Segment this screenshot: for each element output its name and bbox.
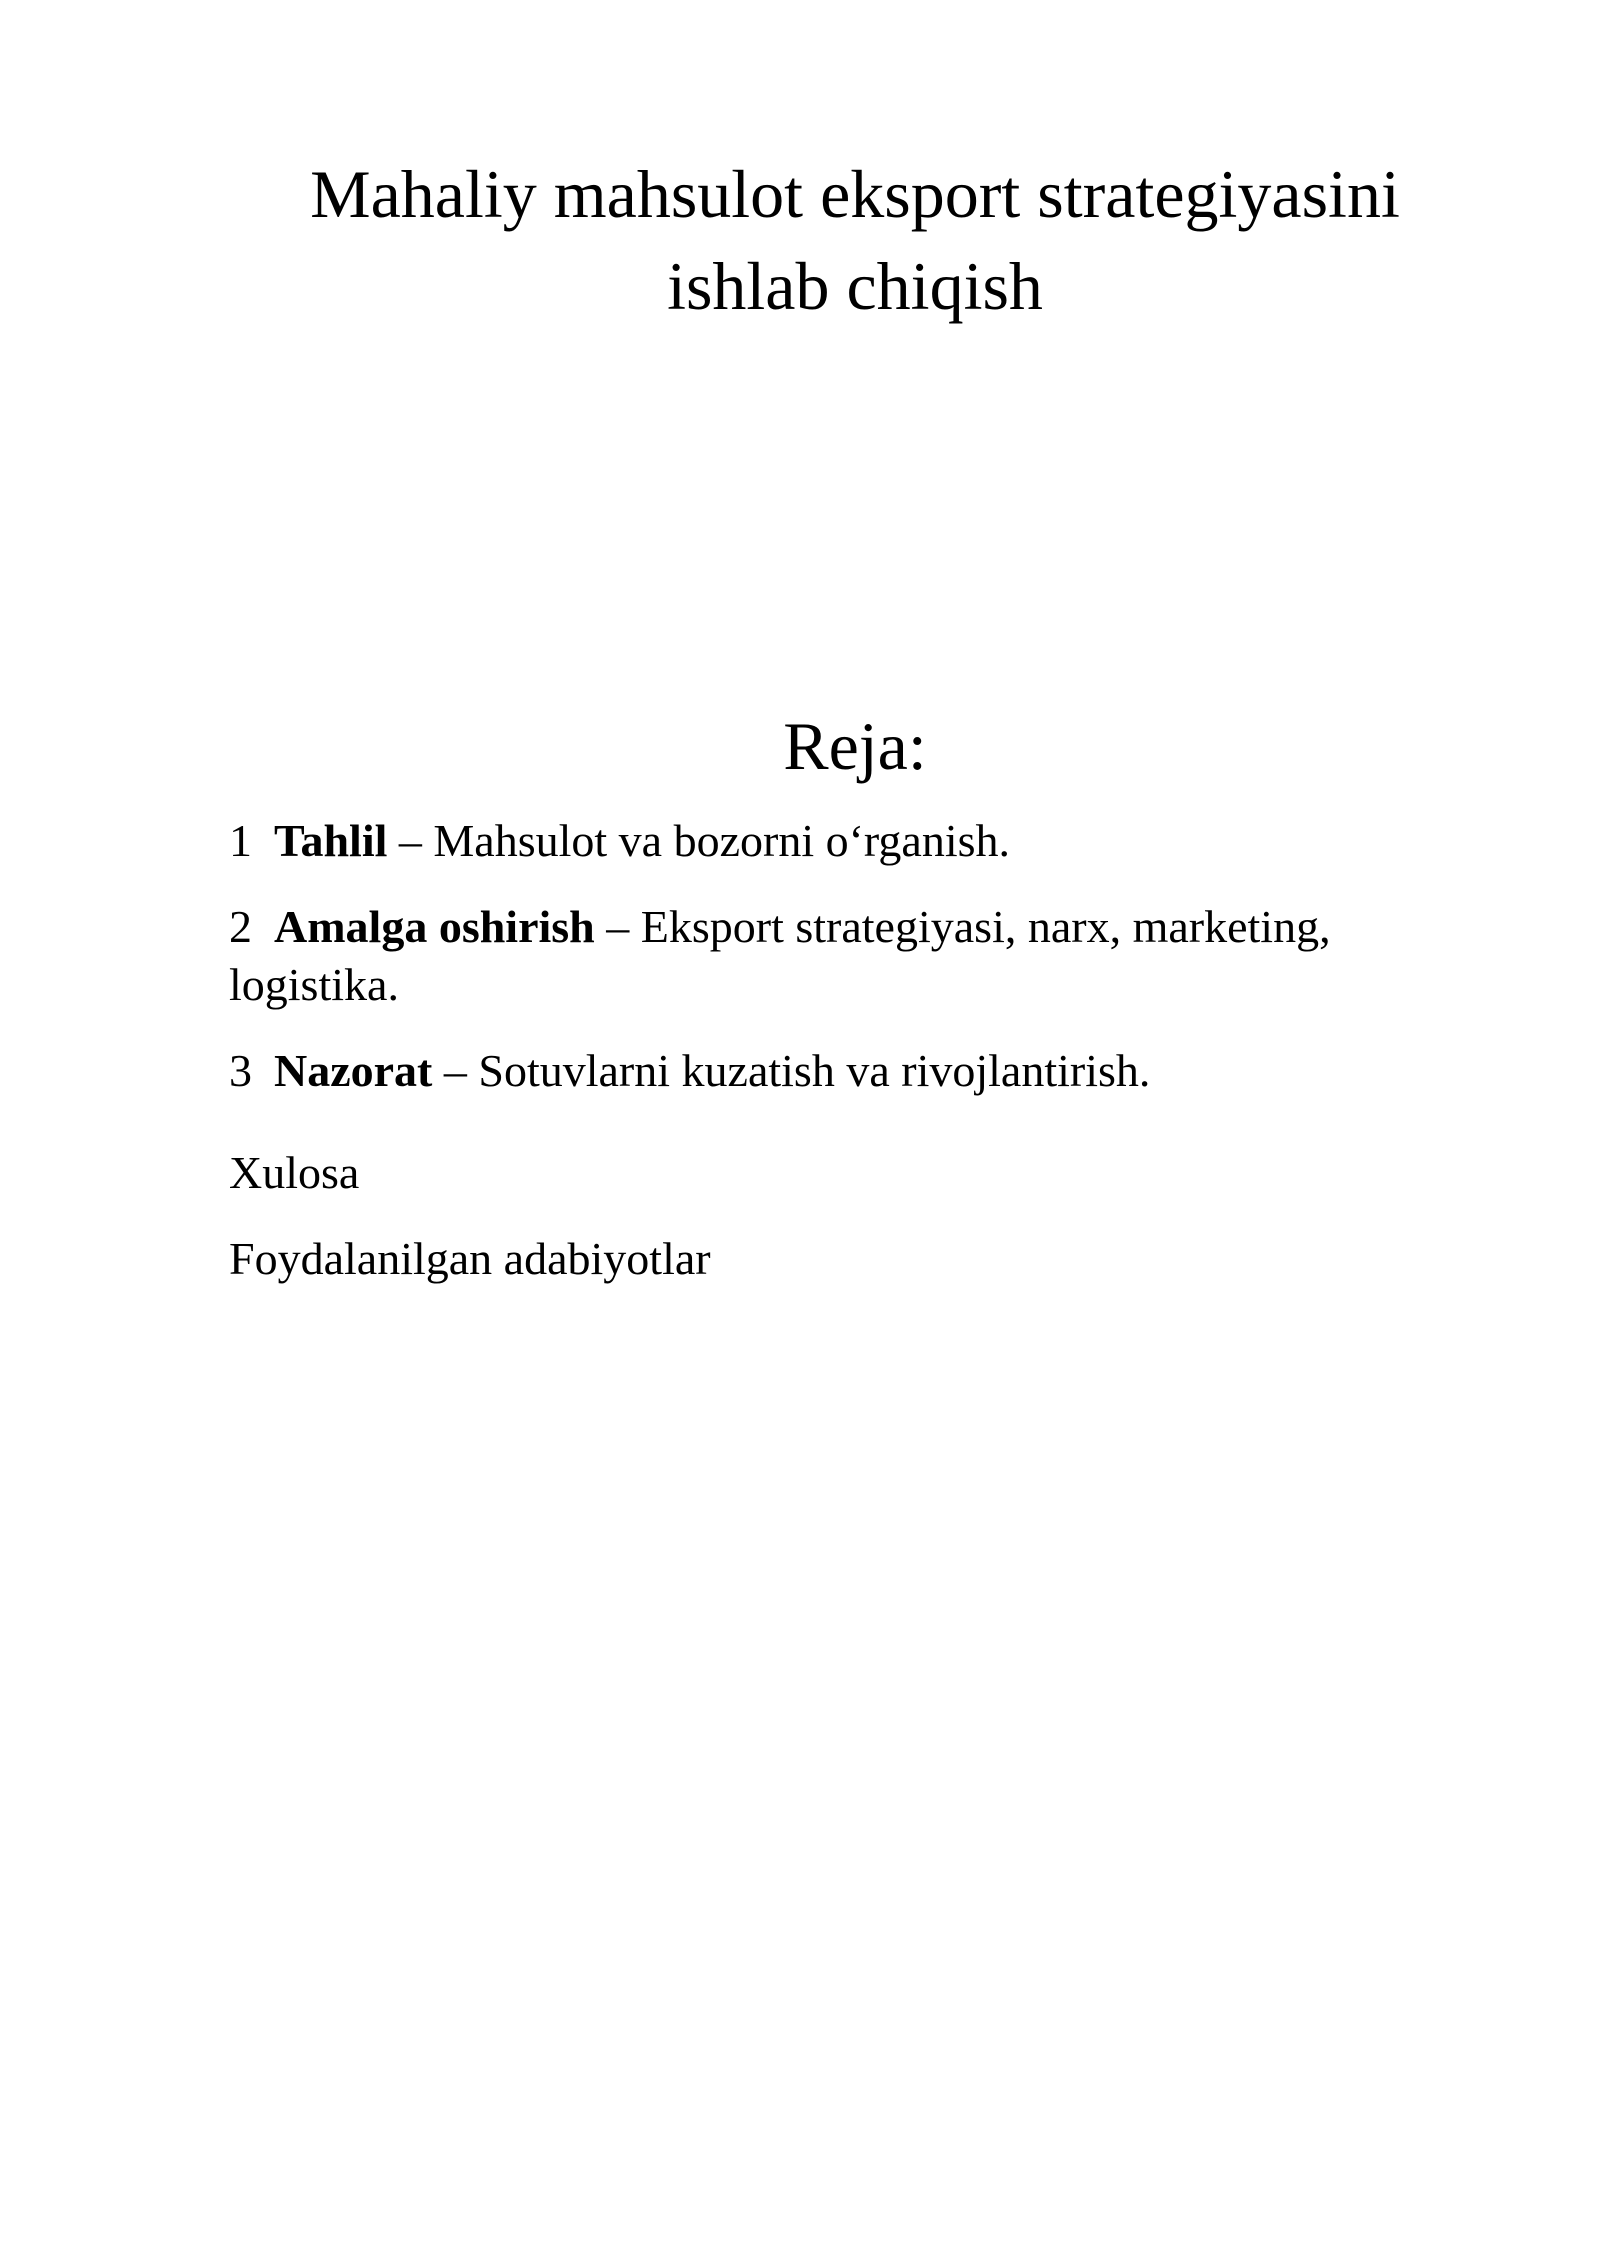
plan-item-1: [229, 812, 1409, 870]
plan-list: [229, 812, 1409, 1128]
plan-item-3: [229, 1042, 1409, 1100]
plan-heading: Reja:: [783, 708, 927, 784]
plan-item-2: [229, 898, 1409, 1014]
document-title: [230, 148, 1480, 332]
document-title-line-2: ishlab chiqish: [667, 248, 1043, 324]
references-item: Foydalanilgan adabiyotlar: [229, 1233, 711, 1284]
plan-item-number: 1: [229, 815, 252, 866]
document-title-line-1: Mahaliy mahsulot eksport strategiyasini: [310, 156, 1400, 232]
plan-item-text: – Mahsulot va bozorni o‘rganish.: [387, 815, 1011, 866]
conclusion-item: Xulosa: [229, 1147, 360, 1198]
plan-item-term: Nazorat: [274, 1045, 433, 1096]
plan-item-text: – Eksport strategiyasi, narx, marketing, logistika.: [229, 901, 1331, 1010]
plan-item-number: 3: [229, 1045, 252, 1096]
plan-item-term: Amalga oshirish: [274, 901, 595, 952]
plan-item-text: – Sotuvlarni kuzatish va rivojlantirish.: [432, 1045, 1151, 1096]
plan-item-number: 2: [229, 901, 252, 952]
plan-item-term: Tahlil: [274, 815, 388, 866]
